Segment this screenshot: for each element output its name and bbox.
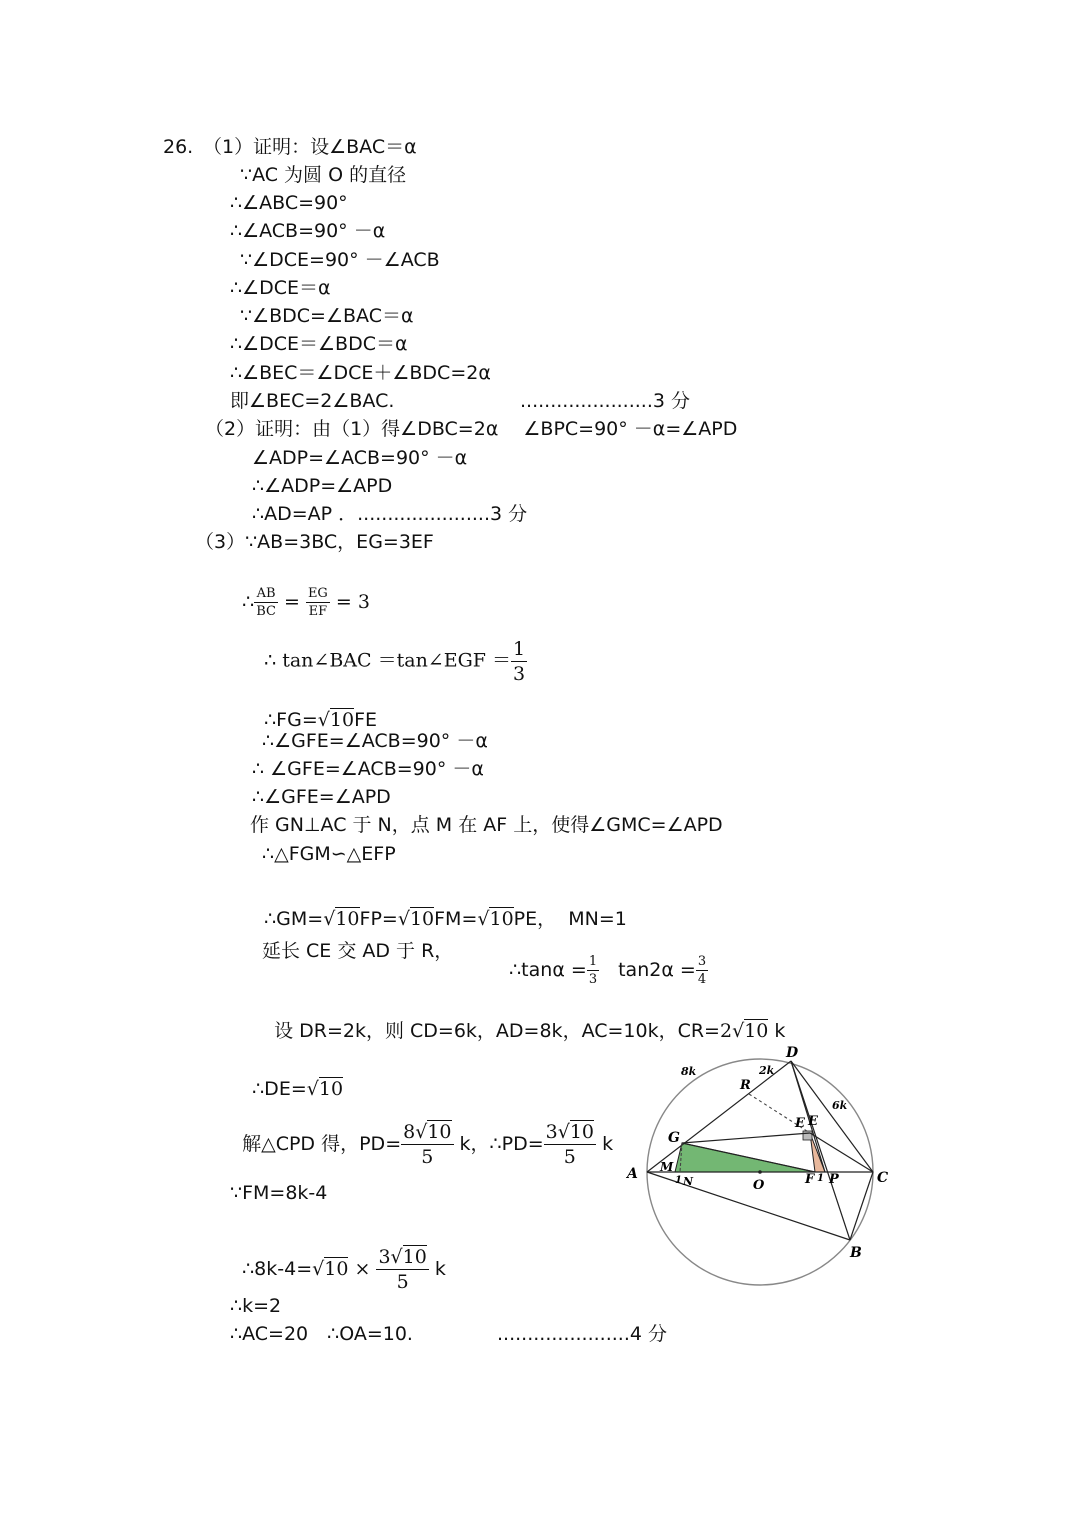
label-f: F — [805, 1172, 815, 1187]
geometry-diagram — [620, 1040, 910, 1295]
edge-label-ad: 8k — [681, 1065, 697, 1078]
proof-line: ∵AC 为圆 O 的直径 — [240, 164, 407, 186]
set-variables: 设 DR=2k，则 CD=6k，AD=8k，AC=10k，CR=2√10 k — [274, 1020, 786, 1042]
segment-ge — [682, 1133, 810, 1143]
label-one-n: 1 — [675, 1175, 682, 1186]
problem-number: 26. — [163, 136, 194, 158]
final-answer: ∴AC=20 ∴OA=10. — [230, 1323, 413, 1345]
score-part3: ......................4 分 — [497, 1323, 667, 1345]
proof-line: ∴∠GFE=∠ACB=90° －α — [262, 730, 488, 752]
extend-line: 延长 CE 交 AD 于 R， — [262, 940, 454, 962]
label-d: D — [786, 1045, 799, 1061]
construction-line: 作 GN⊥AC 于 N，点 M 在 AF 上，使得∠GMC=∠APD — [250, 814, 723, 836]
proof-line: ∠ADP=∠ACB=90° －α — [252, 447, 468, 469]
proof-line: ∴∠GFE=∠APD — [252, 786, 391, 808]
label-a: A — [627, 1166, 638, 1182]
label-e: E — [808, 1114, 818, 1129]
segment-bc — [850, 1172, 873, 1240]
part1-heading: （1）证明：设∠BAC＝α — [203, 136, 417, 158]
tan-alpha: ∴tanα = $\frac{1}{3}$ tan2α = $\frac{3}{4}$ — [509, 954, 707, 987]
fm-equation: ∵FM=8k-4 — [230, 1182, 328, 1204]
proof-line: ∴∠DCE＝∠BDC＝α — [230, 333, 408, 355]
label-e: E — [795, 1116, 805, 1131]
fg-equation: ∴FG=√10FE — [264, 709, 377, 731]
label-n: N — [683, 1175, 694, 1188]
de-equation: ∴DE=√10 — [252, 1078, 344, 1100]
pd-equation: 解△CPD 得，PD= $\frac{8√10}{5}$ k，∴PD= $\frac{3√10}{5}$ k — [242, 1121, 614, 1168]
label-p: P — [829, 1172, 839, 1187]
gm-equation: ∴GM=√10FP=√10FM=√10PE， MN=1 — [264, 908, 627, 930]
label-b: B — [850, 1245, 862, 1261]
proof-line: ∴∠BEC＝∠DCE＋∠BDC=2α — [230, 362, 491, 384]
part2-heading: （2）证明：由（1）得∠DBC=2α ∠BPC=90° －α=∠APD — [205, 418, 738, 440]
proof-line: ∴∠ADP=∠APD — [252, 475, 393, 497]
label-m: M — [660, 1160, 674, 1174]
label-o: O — [753, 1178, 765, 1193]
proof-line: ∴∠ABC=90° — [230, 192, 348, 214]
point-o — [758, 1170, 762, 1174]
proof-line: 即∠BEC=2∠BAC. — [230, 390, 395, 412]
proof-line: ∴ ∠GFE=∠ACB=90° －α — [252, 758, 484, 780]
proof-line-score: ∴AD=AP ．......................3 分 — [252, 503, 528, 525]
label-one-f: 1 — [817, 1173, 824, 1184]
edge-label-dc: 6k — [832, 1099, 848, 1112]
proof-line: ∵∠DCE=90° －∠ACB — [240, 249, 440, 271]
similar-triangles: ∴△FGM∽△EFP — [262, 843, 396, 865]
edge-label-dr: 2k — [759, 1064, 775, 1077]
label-r: R — [740, 1078, 751, 1093]
ratio-equation: ∴ $\frac{AB}{BC}$ = $\frac{EG}{EF}$ = 3 — [242, 586, 370, 619]
proof-line: ∵∠BDC=∠BAC＝α — [240, 305, 414, 327]
right-angle-mark — [803, 1131, 812, 1140]
score-part1: ......................3 分 — [520, 390, 690, 412]
k-result: ∴k=2 — [230, 1295, 282, 1317]
part3-heading: （3）∵AB=3BC，EG=3EF — [195, 531, 434, 553]
proof-line: ∴∠ACB=90° －α — [230, 220, 386, 242]
label-c: C — [877, 1170, 889, 1186]
label-g: G — [668, 1130, 680, 1146]
proof-line: ∴∠DCE＝α — [230, 277, 331, 299]
tan-equation: ∴ tan∠BAC ＝tan∠EGF ＝ $\frac{1}{3}$ — [264, 638, 526, 685]
k-equation: ∴8k-4=√10 × $\frac{3√10}{5}$ k — [242, 1246, 446, 1293]
